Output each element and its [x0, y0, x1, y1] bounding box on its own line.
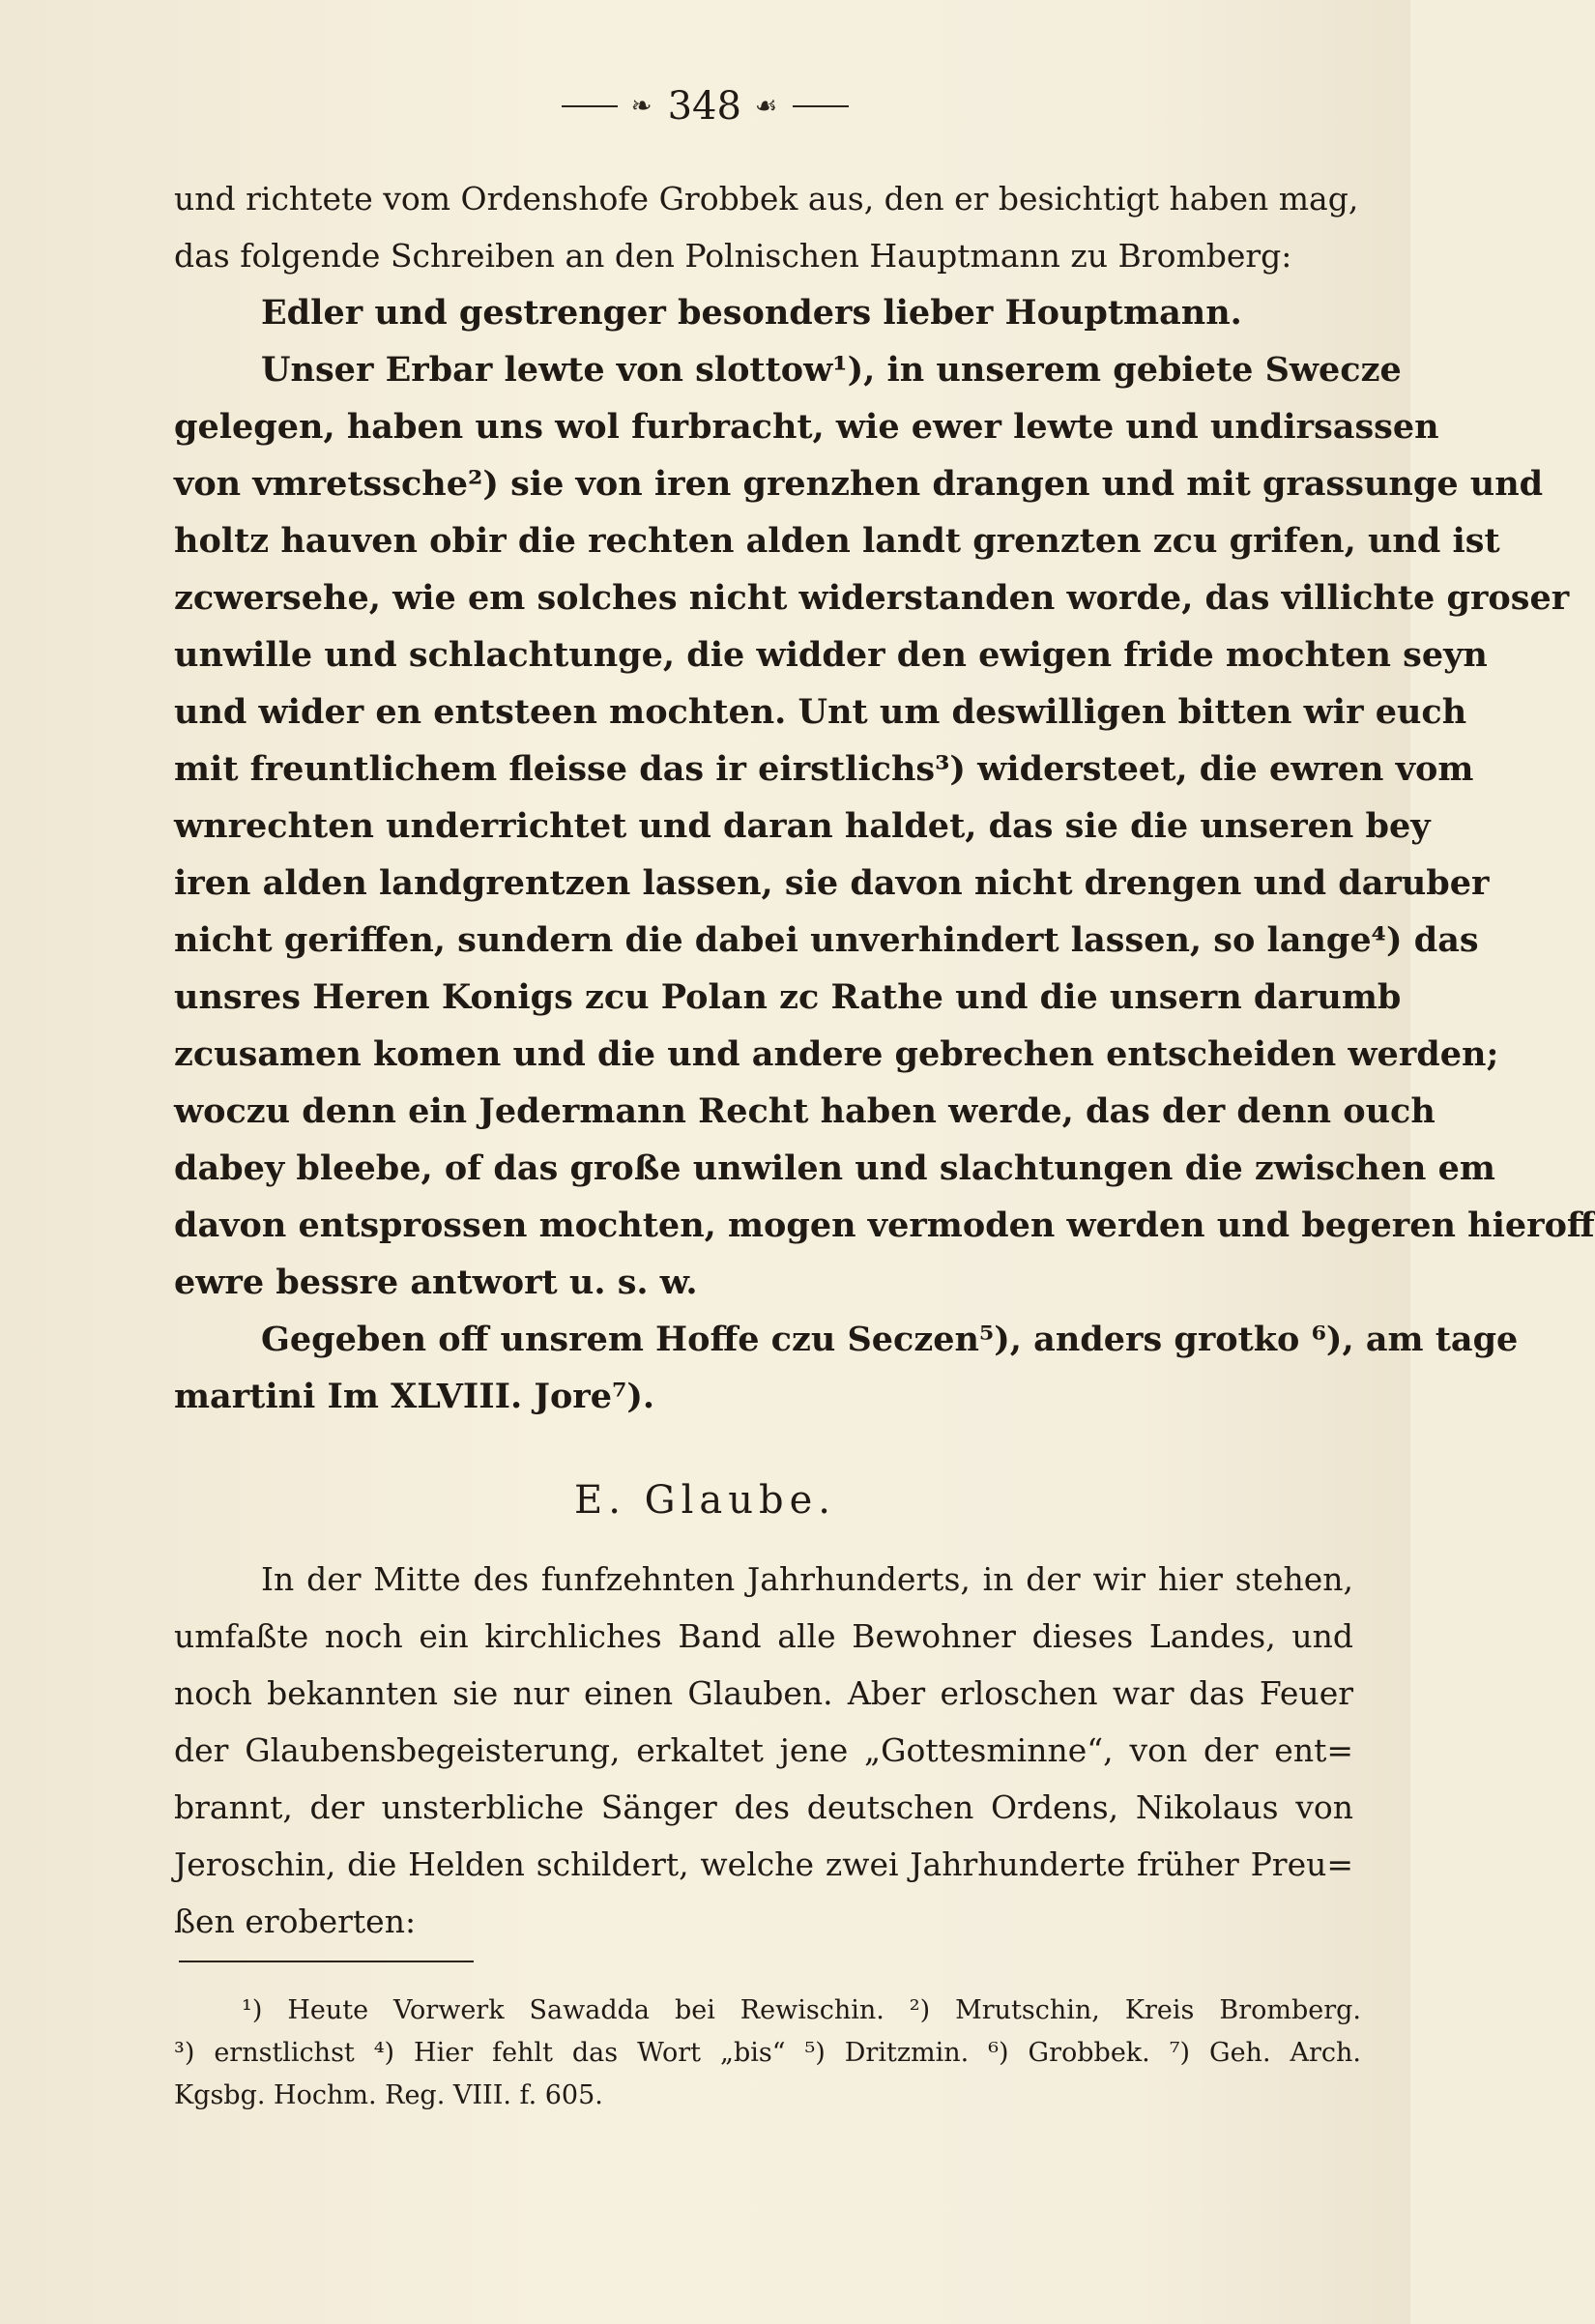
letter-line: von vmretssche²) sie von iren grenzhen drangen und mit grassunge und	[174, 464, 1544, 504]
letter-line: unsres Heren Konigs zcu Polan zc Rathe und die unsern darumb	[174, 977, 1402, 1017]
letter-line: mit freuntlichem fleisse das ir eirstlichs³) widersteet, die ewren vom	[174, 749, 1474, 789]
section-line: brannt, der unsterbliche Sänger des deutschen Ordens, Nikolaus von	[174, 1788, 1353, 1826]
letter-line: zcwersehe, wie em solches nicht widerstanden worde, das villichte groser	[174, 578, 1570, 618]
body-line: und richtete vom Ordenshofe Grobbek aus, den er besichtigt haben mag,	[174, 180, 1359, 218]
letter-line: davon entsprossen mochten, mogen vermoden werden und begeren hieroff	[174, 1206, 1595, 1245]
closing-line: martini Im XLVIII. Jore⁷).	[174, 1377, 655, 1416]
ornament-right-icon: ☙	[754, 92, 780, 121]
page-number: 348	[667, 84, 741, 129]
letter-line: woczu denn ein Jedermann Recht haben werde, das der denn ouch	[174, 1091, 1436, 1131]
main-text	[174, 170, 1595, 1425]
footnote-divider	[179, 1961, 474, 1962]
body-line: das folgende Schreiben an den Polnischen Hauptmann zu Bromberg:	[174, 237, 1292, 275]
section-line: der Glaubensbegeisterung, erkaltet jene „Gottesminne“, von der ent=	[174, 1731, 1353, 1769]
letter-line: ewre bessre antwort u. s. w.	[174, 1263, 698, 1302]
letter-line: Unser Erbar lewte von slottow¹), in unserem gebiete Swecze	[261, 350, 1402, 390]
letter-line: wnrechten underrichtet und daran haldet, das sie die unseren bey	[174, 806, 1431, 846]
letter-line: iren alden landgrentzen lassen, sie davon nicht drengen und daruber	[174, 863, 1490, 903]
footnote-line: ¹) Heute Vorwerk Sawadda bei Rewischin. ²) Mrutschin, Kreis Bromberg.	[242, 1995, 1361, 2025]
letter-line: dabey bleebe, of das große unwilen und slachtungen die zwischen em	[174, 1148, 1495, 1188]
letter-salutation: Edler und gestrenger besonders lieber Houptmann.	[261, 293, 1242, 333]
section-line: In der Mitte des funfzehnten Jahrhunderts, in der wir hier stehen,	[261, 1560, 1353, 1598]
letter-line: und wider en entsteen mochten. Unt um deswilligen bitten wir euch	[174, 692, 1467, 732]
header-rule-right	[793, 105, 849, 107]
section-line: umfaßte noch ein kirchliches Band alle Bewohner dieses Landes, und	[174, 1617, 1353, 1655]
footnote-line: ³) ernstlichst ⁴) Hier fehlt das Wort „bis“ ⁵) Dritzmin. ⁶) Grobbek. ⁷) Geh. Arch.	[174, 2038, 1361, 2068]
ornament-left-icon: ❧	[630, 92, 654, 121]
header-rule-left	[562, 105, 618, 107]
section-line: Jeroschin, die Helden schildert, welche zwei Jahrhunderte früher Preu=	[174, 1845, 1353, 1883]
page-header	[0, 77, 1410, 135]
letter-line: holtz hauven obir die rechten alden landt grenzten zcu grifen, und ist	[174, 521, 1500, 561]
section-heading: E. Glaube.	[574, 1478, 836, 1523]
letter-line: nicht geriffen, sundern die dabei unverhindert lassen, so lange⁴) das	[174, 920, 1479, 960]
letter-line: zcusamen komen und die und andere gebrechen entscheiden werden;	[174, 1034, 1499, 1074]
section-line: ßen eroberten:	[174, 1903, 417, 1940]
footnote-line: Kgsbg. Hochm. Reg. VIII. f. 605.	[174, 2080, 603, 2110]
closing-line: Gegeben off unsrem Hoffe czu Seczen⁵), anders grotko ⁶), am tage	[261, 1320, 1519, 1359]
section-line: noch bekannten sie nur einen Glauben. Aber erloschen war das Feuer	[174, 1674, 1353, 1712]
section-text	[174, 1551, 1353, 1950]
letter-line: gelegen, haben uns wol furbracht, wie ewer lewte und undirsassen	[174, 407, 1439, 447]
footnotes	[174, 1990, 1361, 2117]
letter-line: unwille und schlachtunge, die widder den ewigen fride mochten seyn	[174, 635, 1488, 675]
